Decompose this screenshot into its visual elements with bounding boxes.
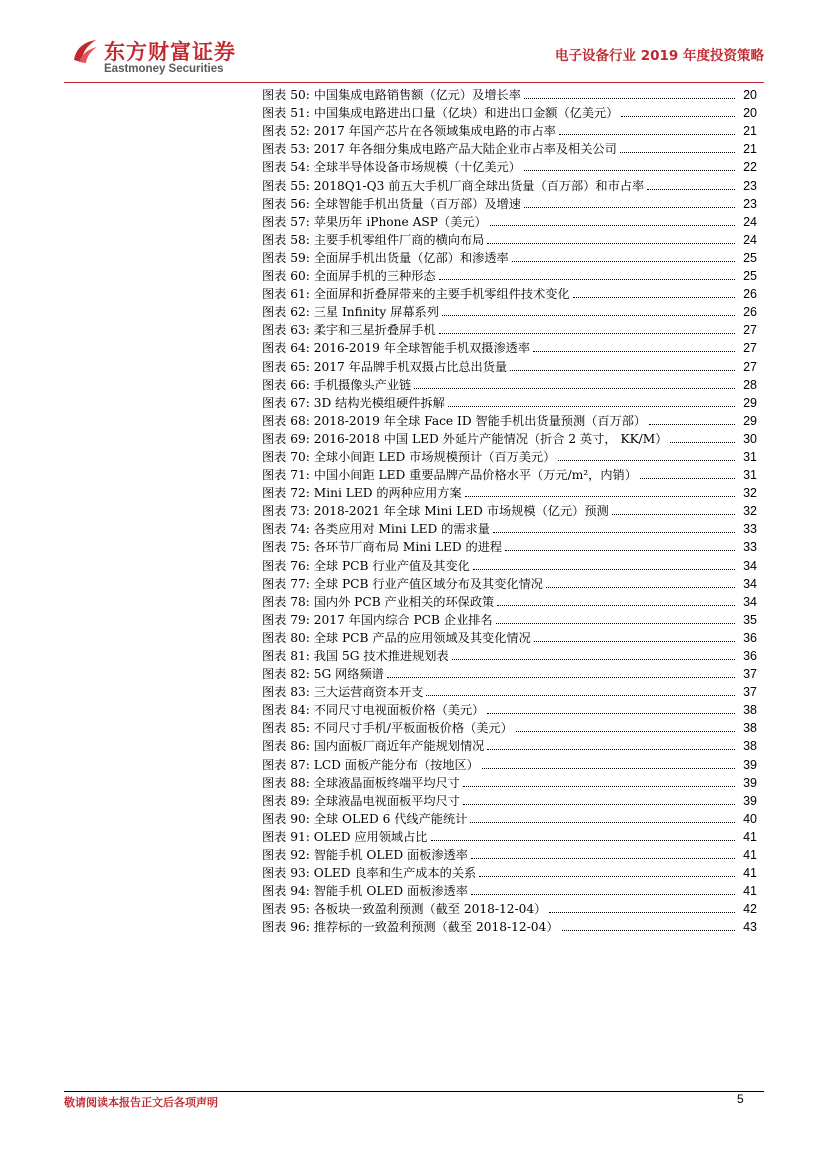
company-logo bbox=[64, 34, 264, 80]
toc-entry-label: 图表 75: 各环节厂商布局 Mini LED 的进程 bbox=[262, 540, 503, 555]
toc-entry-page: 34 bbox=[743, 594, 757, 609]
toc-entry-page: 33 bbox=[743, 522, 757, 537]
toc-entry-page: 26 bbox=[743, 287, 757, 302]
toc-dot-leader bbox=[482, 768, 735, 769]
toc-entry-label: 图表 59: 全面屏手机出货量（亿部）和渗透率 bbox=[262, 250, 509, 265]
toc-dot-leader bbox=[546, 587, 735, 588]
toc-entry-label: 图表 55: 2018Q1-Q3 前五大手机厂商全球出货量（百万部）和市占率 bbox=[262, 178, 645, 193]
toc-dot-leader bbox=[471, 858, 735, 859]
toc-entry[interactable] bbox=[262, 466, 757, 484]
toc-entry-page: 27 bbox=[743, 323, 757, 338]
toc-entry-page: 35 bbox=[743, 612, 757, 627]
page-header bbox=[64, 34, 764, 82]
toc-entry-page: 27 bbox=[743, 341, 757, 356]
toc-entry[interactable] bbox=[262, 520, 757, 538]
toc-dot-leader bbox=[490, 225, 735, 226]
toc-dot-leader bbox=[496, 623, 735, 624]
toc-entry-label: 图表 92: 智能手机 OLED 面板渗透率 bbox=[262, 848, 468, 863]
toc-entry-page: 37 bbox=[743, 667, 757, 682]
toc-dot-leader bbox=[573, 297, 735, 298]
toc-entry-page: 23 bbox=[743, 196, 757, 211]
toc-entry-page: 31 bbox=[743, 468, 757, 483]
toc-entry[interactable] bbox=[262, 249, 757, 267]
toc-dot-leader bbox=[559, 134, 735, 135]
toc-entry[interactable] bbox=[262, 86, 757, 104]
toc-dot-leader bbox=[463, 786, 735, 787]
toc-entry[interactable] bbox=[262, 828, 757, 846]
toc-entry-label: 图表 85: 不同尺寸手机/平板面板价格（美元） bbox=[262, 721, 513, 736]
toc-dot-leader bbox=[463, 804, 735, 805]
toc-dot-leader bbox=[505, 550, 735, 551]
toc-entry[interactable] bbox=[262, 412, 757, 430]
toc-entry-label: 图表 90: 全球 OLED 6 代线产能统计 bbox=[262, 811, 468, 826]
toc-dot-leader bbox=[524, 170, 735, 171]
toc-entry-label: 图表 83: 三大运营商资本开支 bbox=[262, 685, 424, 700]
toc-dot-leader bbox=[439, 279, 735, 280]
toc-entry-page: 41 bbox=[743, 866, 757, 881]
toc-entry-label: 图表 79: 2017 年国内综合 PCB 企业排名 bbox=[262, 612, 493, 627]
toc-entry[interactable] bbox=[262, 864, 757, 882]
toc-entry-label: 图表 66: 手机摄像头产业链 bbox=[262, 377, 412, 392]
page-number: 5 bbox=[737, 1092, 744, 1106]
toc-entry[interactable] bbox=[262, 502, 757, 520]
toc-entry-page: 41 bbox=[743, 884, 757, 899]
toc-entry-label: 图表 62: 三星 Infinity 屏幕系列 bbox=[262, 305, 439, 320]
toc-entry[interactable] bbox=[262, 213, 757, 231]
toc-dot-leader bbox=[649, 424, 735, 425]
toc-entry-label: 图表 53: 2017 年各细分集成电路产品大陆企业市占率及相关公司 bbox=[262, 142, 617, 157]
toc-entry[interactable] bbox=[262, 774, 757, 792]
toc-dot-leader bbox=[487, 243, 735, 244]
toc-entry-label: 图表 74: 各类应用对 Mini LED 的需求量 bbox=[262, 522, 490, 537]
toc-entry[interactable] bbox=[262, 158, 757, 176]
toc-entry[interactable] bbox=[262, 430, 757, 448]
toc-dot-leader bbox=[431, 840, 736, 841]
toc-entry[interactable] bbox=[262, 394, 757, 412]
toc-entry-page: 38 bbox=[743, 739, 757, 754]
toc-entry-page: 24 bbox=[743, 214, 757, 229]
toc-entry[interactable] bbox=[262, 719, 757, 737]
toc-entry-label: 图表 60: 全面屏手机的三种形态 bbox=[262, 269, 436, 284]
toc-entry-label: 图表 63: 柔宇和三星折叠屏手机 bbox=[262, 323, 436, 338]
toc-entry-page: 28 bbox=[743, 377, 757, 392]
toc-entry-label: 图表 76: 全球 PCB 行业产值及其变化 bbox=[262, 558, 470, 573]
toc-entry-page: 20 bbox=[743, 106, 757, 121]
toc-entry-page: 34 bbox=[743, 558, 757, 573]
toc-entry-page: 43 bbox=[743, 920, 757, 935]
toc-entry-label: 图表 82: 5G 网络频谱 bbox=[262, 667, 384, 682]
report-title: 电子设备行业 2019 年度投资策略 bbox=[555, 48, 764, 64]
toc-entry[interactable] bbox=[262, 285, 757, 303]
toc-dot-leader bbox=[471, 894, 735, 895]
toc-dot-leader bbox=[640, 478, 735, 479]
toc-entry-page: 33 bbox=[743, 540, 757, 555]
table-of-figures bbox=[262, 86, 757, 936]
toc-entry-label: 图表 51: 中国集成电路进出口量（亿块）和进出口金额（亿美元） bbox=[262, 106, 619, 121]
toc-entry[interactable] bbox=[262, 611, 757, 629]
toc-entry-label: 图表 56: 全球智能手机出货量（百万部）及增速 bbox=[262, 196, 521, 211]
toc-dot-leader bbox=[487, 713, 735, 714]
toc-entry[interactable] bbox=[262, 810, 757, 828]
toc-entry-page: 39 bbox=[743, 775, 757, 790]
toc-dot-leader bbox=[621, 116, 735, 117]
toc-entry-label: 图表 52: 2017 年国产芯片在各领域集成电路的市占率 bbox=[262, 124, 556, 139]
toc-entry-label: 图表 72: Mini LED 的两种应用方案 bbox=[262, 486, 462, 501]
toc-entry[interactable] bbox=[262, 303, 757, 321]
toc-dot-leader bbox=[387, 677, 735, 678]
toc-entry-label: 图表 69: 2016-2018 中国 LED 外延片产能情况（折合 2 英寸， KK/M） bbox=[262, 431, 668, 446]
toc-entry-page: 41 bbox=[743, 829, 757, 844]
toc-dot-leader bbox=[524, 98, 735, 99]
toc-dot-leader bbox=[512, 261, 735, 262]
toc-entry-page: 32 bbox=[743, 504, 757, 519]
toc-entry-label: 图表 80: 全球 PCB 产品的应用领域及其变化情况 bbox=[262, 630, 531, 645]
toc-dot-leader bbox=[612, 514, 735, 515]
toc-entry-page: 21 bbox=[743, 124, 757, 139]
toc-entry[interactable] bbox=[262, 484, 757, 502]
toc-entry[interactable] bbox=[262, 267, 757, 285]
toc-entry[interactable] bbox=[262, 575, 757, 593]
toc-entry[interactable] bbox=[262, 195, 757, 213]
toc-entry-page: 36 bbox=[743, 630, 757, 645]
toc-dot-leader bbox=[439, 333, 735, 334]
footer-divider bbox=[64, 1091, 764, 1092]
toc-entry[interactable] bbox=[262, 701, 757, 719]
toc-entry-label: 图表 78: 国内外 PCB 产业相关的环保政策 bbox=[262, 594, 495, 609]
toc-entry[interactable] bbox=[262, 755, 757, 773]
toc-entry-page: 32 bbox=[743, 486, 757, 501]
toc-dot-leader bbox=[473, 569, 735, 570]
toc-entry-label: 图表 50: 中国集成电路销售额（亿元）及增长率 bbox=[262, 88, 521, 103]
toc-entry-label: 图表 93: OLED 良率和生产成本的关系 bbox=[262, 866, 477, 881]
toc-entry-label: 图表 88: 全球液晶面板终端平均尺寸 bbox=[262, 775, 460, 790]
toc-entry-label: 图表 68: 2018-2019 年全球 Face ID 智能手机出货量预测（百万部） bbox=[262, 413, 647, 428]
toc-entry-page: 22 bbox=[743, 160, 757, 175]
toc-dot-leader bbox=[442, 315, 735, 316]
toc-dot-leader bbox=[558, 460, 735, 461]
toc-dot-leader bbox=[465, 496, 735, 497]
toc-entry-label: 图表 89: 全球液晶电视面板平均尺寸 bbox=[262, 793, 460, 808]
toc-entry-page: 41 bbox=[743, 848, 757, 863]
toc-entry[interactable] bbox=[262, 882, 757, 900]
toc-entry-label: 图表 61: 全面屏和折叠屏带来的主要手机零组件技术变化 bbox=[262, 287, 570, 302]
toc-dot-leader bbox=[510, 370, 735, 371]
toc-entry[interactable] bbox=[262, 448, 757, 466]
toc-dot-leader bbox=[549, 912, 735, 913]
toc-entry[interactable] bbox=[262, 900, 757, 918]
footer-disclaimer: 敬请阅读本报告正文后各项声明 bbox=[64, 1096, 218, 1109]
toc-entry[interactable] bbox=[262, 665, 757, 683]
toc-dot-leader bbox=[414, 388, 735, 389]
toc-entry[interactable] bbox=[262, 104, 757, 122]
toc-dot-leader bbox=[487, 749, 735, 750]
toc-entry[interactable] bbox=[262, 321, 757, 339]
toc-entry-page: 25 bbox=[743, 250, 757, 265]
toc-entry-page: 30 bbox=[743, 431, 757, 446]
toc-entry-label: 图表 86: 国内面板厂商近年产能规划情况 bbox=[262, 739, 485, 754]
toc-dot-leader bbox=[620, 152, 735, 153]
toc-entry-label: 图表 81: 我国 5G 技术推进规划表 bbox=[262, 649, 449, 663]
logo-text-cn: 东方财富证券 bbox=[104, 40, 236, 64]
toc-entry-label: 图表 54: 全球半导体设备市场规模（十亿美元） bbox=[262, 160, 521, 175]
toc-entry-page: 34 bbox=[743, 576, 757, 591]
toc-entry-page: 42 bbox=[743, 902, 757, 917]
toc-entry-label: 图表 73: 2018-2021 年全球 Mini LED 市场规模（亿元）预测 bbox=[262, 504, 609, 519]
toc-dot-leader bbox=[516, 731, 735, 732]
toc-entry-page: 29 bbox=[743, 395, 757, 410]
toc-entry-page: 37 bbox=[743, 685, 757, 700]
toc-dot-leader bbox=[534, 641, 735, 642]
toc-entry-label: 图表 87: LCD 面板产能分布（按地区） bbox=[262, 757, 479, 772]
toc-entry-label: 图表 84: 不同尺寸电视面板价格（美元） bbox=[262, 703, 485, 718]
toc-entry[interactable] bbox=[262, 556, 757, 574]
header-divider bbox=[64, 82, 764, 83]
toc-entry-page: 24 bbox=[743, 232, 757, 247]
toc-entry-page: 39 bbox=[743, 793, 757, 808]
logo-icon bbox=[70, 36, 100, 66]
toc-entry-page: 38 bbox=[743, 721, 757, 736]
toc-dot-leader bbox=[647, 189, 735, 190]
toc-dot-leader bbox=[470, 822, 735, 823]
toc-entry-page: 20 bbox=[743, 88, 757, 103]
toc-dot-leader bbox=[448, 406, 735, 407]
toc-entry[interactable] bbox=[262, 683, 757, 701]
toc-entry-label: 图表 77: 全球 PCB 行业产值区域分布及其变化情况 bbox=[262, 576, 543, 591]
toc-entry-label: 图表 57: 苹果历年 iPhone ASP（美元） bbox=[262, 214, 487, 229]
toc-dot-leader bbox=[452, 659, 735, 660]
toc-entry-label: 图表 96: 推荐标的一致盈利预测（截至 2018-12-04） bbox=[262, 920, 559, 935]
toc-entry[interactable] bbox=[262, 231, 757, 249]
toc-entry-label: 图表 58: 主要手机零组件厂商的横向布局 bbox=[262, 232, 485, 247]
toc-entry[interactable] bbox=[262, 538, 757, 556]
toc-dot-leader bbox=[533, 351, 735, 352]
toc-dot-leader bbox=[562, 930, 735, 931]
toc-entry-label: 图表 71: 中国小间距 LED 重要品牌产品价格水平（万元/m²，内销） bbox=[262, 468, 637, 483]
toc-entry[interactable] bbox=[262, 846, 757, 864]
toc-entry-label: 图表 91: OLED 应用领域占比 bbox=[262, 829, 428, 844]
toc-entry-page: 36 bbox=[743, 649, 757, 663]
toc-entry[interactable] bbox=[262, 122, 757, 140]
toc-entry-label: 图表 65: 2017 年品牌手机双摄占比总出货量 bbox=[262, 359, 508, 374]
toc-entry[interactable] bbox=[262, 357, 757, 375]
toc-dot-leader bbox=[493, 532, 735, 533]
toc-entry-page: 39 bbox=[743, 757, 757, 772]
toc-entry[interactable] bbox=[262, 339, 757, 357]
toc-entry[interactable] bbox=[262, 647, 757, 665]
toc-dot-leader bbox=[670, 442, 735, 443]
toc-entry-page: 25 bbox=[743, 269, 757, 284]
toc-entry[interactable] bbox=[262, 737, 757, 755]
toc-dot-leader bbox=[524, 207, 735, 208]
toc-entry[interactable] bbox=[262, 376, 757, 394]
toc-entry[interactable] bbox=[262, 140, 757, 158]
toc-entry-label: 图表 67: 3D 结构光模组硬件拆解 bbox=[262, 395, 445, 410]
toc-entry-page: 27 bbox=[743, 359, 757, 374]
toc-entry[interactable] bbox=[262, 792, 757, 810]
toc-dot-leader bbox=[479, 876, 735, 877]
toc-entry-page: 21 bbox=[743, 142, 757, 157]
toc-entry-label: 图表 95: 各板块一致盈利预测（截至 2018-12-04） bbox=[262, 902, 547, 917]
toc-entry-label: 图表 70: 全球小间距 LED 市场规模预计（百万美元） bbox=[262, 449, 556, 464]
toc-entry[interactable] bbox=[262, 176, 757, 194]
toc-entry-page: 40 bbox=[743, 811, 757, 826]
toc-entry-page: 29 bbox=[743, 413, 757, 428]
logo-text-en: Eastmoney Securities bbox=[104, 63, 224, 75]
toc-entry-label: 图表 64: 2016-2019 年全球智能手机双摄渗透率 bbox=[262, 341, 531, 356]
toc-entry-page: 31 bbox=[743, 449, 757, 464]
toc-entry[interactable] bbox=[262, 629, 757, 647]
toc-entry[interactable] bbox=[262, 918, 757, 936]
toc-dot-leader bbox=[426, 695, 735, 696]
toc-entry-page: 26 bbox=[743, 305, 757, 320]
toc-entry-page: 23 bbox=[743, 178, 757, 193]
toc-dot-leader bbox=[497, 605, 735, 606]
toc-entry-page: 38 bbox=[743, 703, 757, 718]
toc-entry[interactable] bbox=[262, 593, 757, 611]
toc-entry-label: 图表 94: 智能手机 OLED 面板渗透率 bbox=[262, 884, 468, 899]
